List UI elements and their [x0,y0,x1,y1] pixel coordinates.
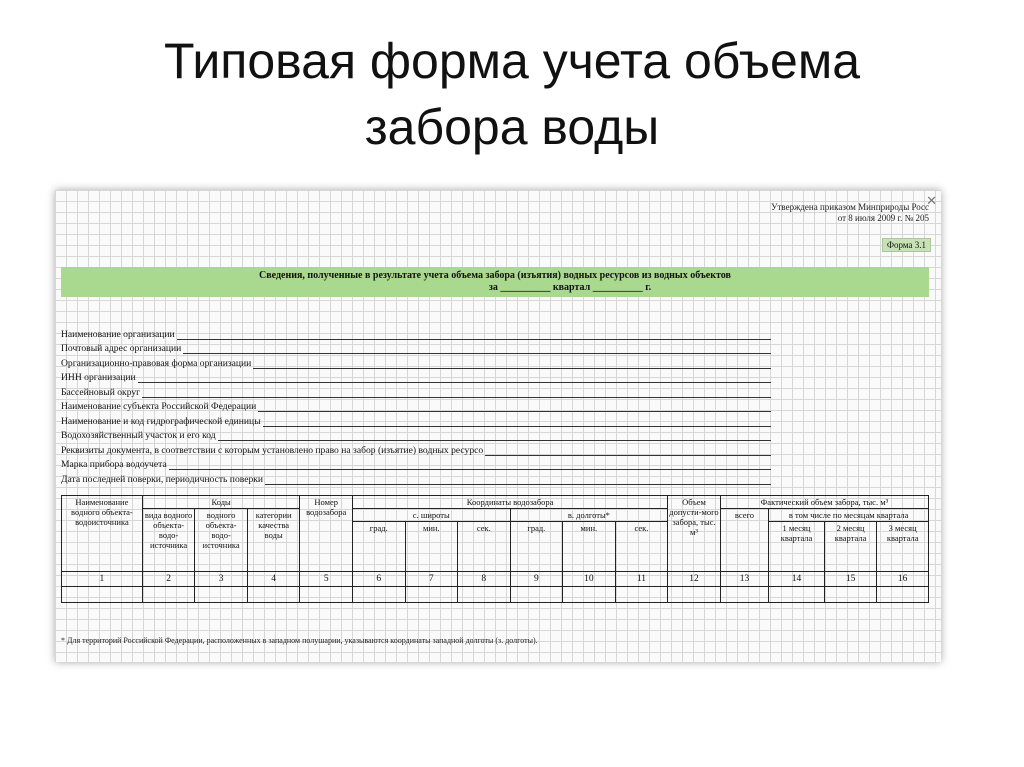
table-cell[interactable] [877,587,929,603]
field-input[interactable] [258,401,771,412]
column-number: 16 [877,572,929,587]
field-row [61,412,771,427]
field-input[interactable] [263,416,771,427]
field-input[interactable] [177,329,771,340]
field-row [61,325,771,340]
org-fields [61,325,771,485]
column-number: 3 [195,572,248,587]
field-label: Организационно-правовая форма организации [61,357,252,369]
header-coords: Координаты водозабора [352,496,667,509]
column-number: 4 [247,572,300,587]
header-by-month: в том числе по месяцам квартала [769,509,929,522]
slide-title-line1: Типовая форма учета объема [163,33,861,89]
field-input[interactable] [169,459,771,470]
field-row [61,354,771,369]
column-number: 2 [142,572,195,587]
slide-title-line2: забора воды [364,99,660,155]
field-input[interactable] [142,387,771,398]
field-input[interactable] [218,430,771,441]
table-cell[interactable] [769,587,825,603]
column-number: 13 [720,572,768,587]
field-label: Дата последней поверки, периодичность поверки [61,473,264,485]
field-label: Бассейновый округ [61,386,141,398]
field-label: Наименование организации [61,328,175,340]
header-intake-no: Номер водозабора [300,496,353,572]
table-cell[interactable] [195,587,248,603]
table-cell[interactable] [824,587,877,603]
field-input[interactable] [485,445,771,456]
field-label: ИНН организации [61,372,136,383]
table-cell[interactable] [300,587,353,603]
slide-title [0,28,1024,160]
table-cell[interactable] [247,587,300,603]
column-number: 12 [668,572,721,587]
header-code-object: водного объекта-водо-источника [195,509,248,572]
close-icon[interactable]: ✕ [926,194,937,209]
table-cell[interactable] [563,587,616,603]
header-code-category: категории качества воды [247,509,300,572]
footnote: * Для территорий Российской Федерации, расположенных в западном полушарии, указываются координаты западной долготы (з. долготы). [61,636,538,645]
header-allowed: Объем допусти-мого забора, тыс. м³ [668,496,721,572]
water-intake-table [61,495,929,603]
table-cell[interactable] [720,587,768,603]
column-number: 1 [62,572,143,587]
field-label: Марка прибора водоучета [61,459,167,470]
form-heading-line2: за __________ квартал __________ г. [488,282,652,293]
field-input[interactable] [265,474,771,485]
table-cell[interactable] [142,587,195,603]
column-number: 7 [405,572,458,587]
field-label: Водохозяйственный участок и его код [61,430,216,441]
header-lon-deg: град. [510,522,563,572]
header-code-type: вида водного объекта-водо-источника [142,509,195,572]
field-label: Реквизиты документа, в соответствии с которым установлено право на забор (изъятие) водных ресурсо [61,444,484,456]
header-month-3: 3 месяц квартала [877,522,929,572]
column-number: 8 [458,572,511,587]
approval-note [771,202,929,224]
header-lat-min: мин. [405,522,458,572]
header-name: Наименование водного объекта-водоисточника [62,496,143,572]
field-row [61,441,771,456]
table-cell[interactable] [405,587,458,603]
header-actual: Фактический объем забора, тыс. м³ [720,496,928,509]
column-number: 10 [563,572,616,587]
header-month-1: 1 месяц квартала [769,522,825,572]
field-row [61,340,771,355]
table-cell[interactable] [615,587,668,603]
table-row [62,587,929,603]
header-lat: с. широты [352,509,510,522]
table-cell[interactable] [510,587,563,603]
column-number-row [62,572,929,587]
column-number: 6 [352,572,405,587]
form-heading-line1: Сведения, полученные в результате учета объема забора (изъятия) водных ресурсов из водных объектов [259,270,731,281]
field-input[interactable] [138,372,771,383]
header-lat-sec: сек. [458,522,511,572]
field-label: Почтовый адрес организации [61,343,182,354]
column-number: 5 [300,572,353,587]
table-cell[interactable] [62,587,143,603]
column-number: 11 [615,572,668,587]
field-row [61,470,771,485]
approval-line2: от 8 июля 2009 г. № 205 [837,213,929,223]
field-row [61,427,771,442]
approval-line1: Утверждена приказом Минприроды Росс [771,202,929,212]
field-row [61,383,771,398]
header-codes: Коды [142,496,300,509]
header-lon-sec: сек. [615,522,668,572]
field-label: Наименование и код гидрографической единицы [61,415,261,427]
table-cell[interactable] [458,587,511,603]
header-lon-min: мин. [563,522,616,572]
field-row [61,398,771,413]
form-number: Форма 3.1 [882,238,931,252]
field-input[interactable] [253,358,771,369]
header-lon: в. долготы* [510,509,668,522]
form-sheet [55,190,941,662]
header-lat-deg: град. [352,522,405,572]
form-heading [61,267,929,297]
header-month-2: 2 месяц квартала [824,522,877,572]
field-row [61,369,771,384]
column-number: 15 [824,572,877,587]
column-number: 14 [769,572,825,587]
table-cell[interactable] [352,587,405,603]
field-row [61,456,771,471]
field-input[interactable] [183,343,771,354]
header-total: всего [720,509,768,572]
column-number: 9 [510,572,563,587]
field-label: Наименование субъекта Российской Федерации [61,401,257,412]
table-cell[interactable] [668,587,721,603]
